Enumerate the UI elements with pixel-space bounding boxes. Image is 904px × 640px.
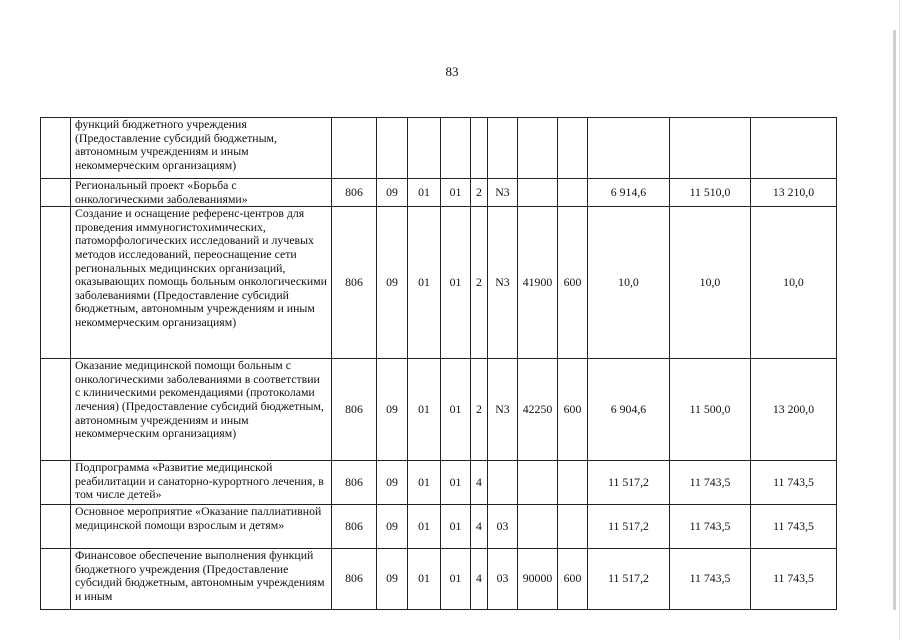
row-description: Финансовое обеспечение выполнения функций бюджетного учреждения (Предоставление субсидий бюджетным, автономным учреждениям и иным: [71, 549, 332, 610]
ministry-code-cell: 806: [332, 179, 377, 207]
table-row: [41, 118, 837, 179]
amount-year-1-cell: 10,0: [588, 207, 670, 359]
table-row: [41, 179, 837, 207]
amount-year-3-cell: 11 743,5: [751, 461, 837, 505]
project-cell: [488, 118, 518, 179]
section-cell: [377, 118, 408, 179]
section-cell: 09: [377, 461, 408, 505]
amount-year-1-cell: 11 517,2: [588, 505, 670, 549]
amount-year-2-cell: 10,0: [670, 207, 751, 359]
amount-year-1-cell: [588, 118, 670, 179]
section-cell: 09: [377, 207, 408, 359]
amount-year-1-cell: 6 914,6: [588, 179, 670, 207]
expense-type-cell: [558, 461, 588, 505]
program-cell: 01: [441, 549, 471, 610]
amount-year-2-cell: 11 510,0: [670, 179, 751, 207]
table-row: [41, 461, 837, 505]
amount-year-3-cell: 13 210,0: [751, 179, 837, 207]
project-cell: [488, 461, 518, 505]
row-description: Создание и оснащение референс-центров для проведения иммуногистохимических, патоморфологических исследований и лучевых методов исследований, переоснащение сети региональных медицинских организаций, оказывающих помощь больным онкологическими заболеваниями (Предоставление субсидий бюджетным, автономным учреждениям и иным некоммерческим организациям): [71, 207, 332, 359]
ministry-code-cell: [332, 118, 377, 179]
direction-cell: [518, 118, 558, 179]
row-index-cell: [41, 549, 71, 610]
amount-year-2-cell: 11 500,0: [670, 359, 751, 461]
direction-cell: 42250: [518, 359, 558, 461]
ministry-code-cell: 806: [332, 549, 377, 610]
table-row: [41, 207, 837, 359]
direction-cell: 41900: [518, 207, 558, 359]
direction-cell: 90000: [518, 549, 558, 610]
ministry-code-cell: 806: [332, 359, 377, 461]
project-cell: 03: [488, 505, 518, 549]
subsection-cell: 01: [408, 179, 441, 207]
amount-year-3-cell: [751, 118, 837, 179]
row-description: Основное мероприятие «Оказание паллиативной медицинской помощи взрослым и детям»: [71, 505, 332, 549]
subprogram-cell: 4: [471, 461, 488, 505]
scan-edge-shadow: [893, 30, 896, 610]
row-description: Оказание медицинской помощи больным с онкологическими заболеваниями в соответствии с клиническими рекомендациями (протоколами лечения) (Предоставление субсидий бюджетным, автономным учреждениям и иным некоммерческим организациям): [71, 359, 332, 461]
direction-cell: [518, 179, 558, 207]
project-cell: N3: [488, 179, 518, 207]
expense-type-cell: 600: [558, 207, 588, 359]
program-cell: [441, 118, 471, 179]
amount-year-2-cell: [670, 118, 751, 179]
project-cell: 03: [488, 549, 518, 610]
table-row: [41, 505, 837, 549]
program-cell: 01: [441, 505, 471, 549]
amount-year-3-cell: 11 743,5: [751, 505, 837, 549]
row-index-cell: [41, 118, 71, 179]
amount-year-2-cell: 11 743,5: [670, 505, 751, 549]
table-row: [41, 359, 837, 461]
section-cell: 09: [377, 359, 408, 461]
expense-type-cell: 600: [558, 549, 588, 610]
amount-year-1-cell: 6 904,6: [588, 359, 670, 461]
project-cell: N3: [488, 207, 518, 359]
subsection-cell: 01: [408, 461, 441, 505]
amount-year-1-cell: 11 517,2: [588, 461, 670, 505]
expense-type-cell: [558, 505, 588, 549]
row-index-cell: [41, 461, 71, 505]
amount-year-3-cell: 10,0: [751, 207, 837, 359]
subsection-cell: 01: [408, 505, 441, 549]
row-index-cell: [41, 207, 71, 359]
subprogram-cell: 2: [471, 179, 488, 207]
row-description: функций бюджетного учреждения (Предоставление субсидий бюджетным, автономным учреждениям и иным некоммерческим организациям): [71, 118, 332, 179]
program-cell: 01: [441, 179, 471, 207]
row-description: Подпрограмма «Развитие медицинской реабилитации и санаторно-курортного лечения, в том числе детей»: [71, 461, 332, 505]
subsection-cell: [408, 118, 441, 179]
expense-type-cell: [558, 179, 588, 207]
scan-edge-line: [899, 0, 900, 640]
section-cell: 09: [377, 549, 408, 610]
amount-year-3-cell: 13 200,0: [751, 359, 837, 461]
subsection-cell: 01: [408, 359, 441, 461]
section-cell: 09: [377, 179, 408, 207]
ministry-code-cell: 806: [332, 461, 377, 505]
subprogram-cell: 2: [471, 207, 488, 359]
subprogram-cell: [471, 118, 488, 179]
row-index-cell: [41, 179, 71, 207]
row-index-cell: [41, 505, 71, 549]
budget-table: [40, 117, 837, 610]
program-cell: 01: [441, 359, 471, 461]
amount-year-2-cell: 11 743,5: [670, 461, 751, 505]
row-index-cell: [41, 359, 71, 461]
expense-type-cell: 600: [558, 359, 588, 461]
page-number: 83: [445, 64, 459, 79]
ministry-code-cell: 806: [332, 505, 377, 549]
program-cell: 01: [441, 461, 471, 505]
table-row: [41, 549, 837, 610]
amount-year-1-cell: 11 517,2: [588, 549, 670, 610]
project-cell: N3: [488, 359, 518, 461]
subprogram-cell: 4: [471, 549, 488, 610]
direction-cell: [518, 461, 558, 505]
ministry-code-cell: 806: [332, 207, 377, 359]
direction-cell: [518, 505, 558, 549]
amount-year-2-cell: 11 743,5: [670, 549, 751, 610]
subprogram-cell: 4: [471, 505, 488, 549]
row-description: Региональный проект «Борьба с онкологическими заболеваниями»: [71, 179, 332, 207]
program-cell: 01: [441, 207, 471, 359]
amount-year-3-cell: 11 743,5: [751, 549, 837, 610]
section-cell: 09: [377, 505, 408, 549]
subsection-cell: 01: [408, 549, 441, 610]
subsection-cell: 01: [408, 207, 441, 359]
subprogram-cell: 2: [471, 359, 488, 461]
expense-type-cell: [558, 118, 588, 179]
